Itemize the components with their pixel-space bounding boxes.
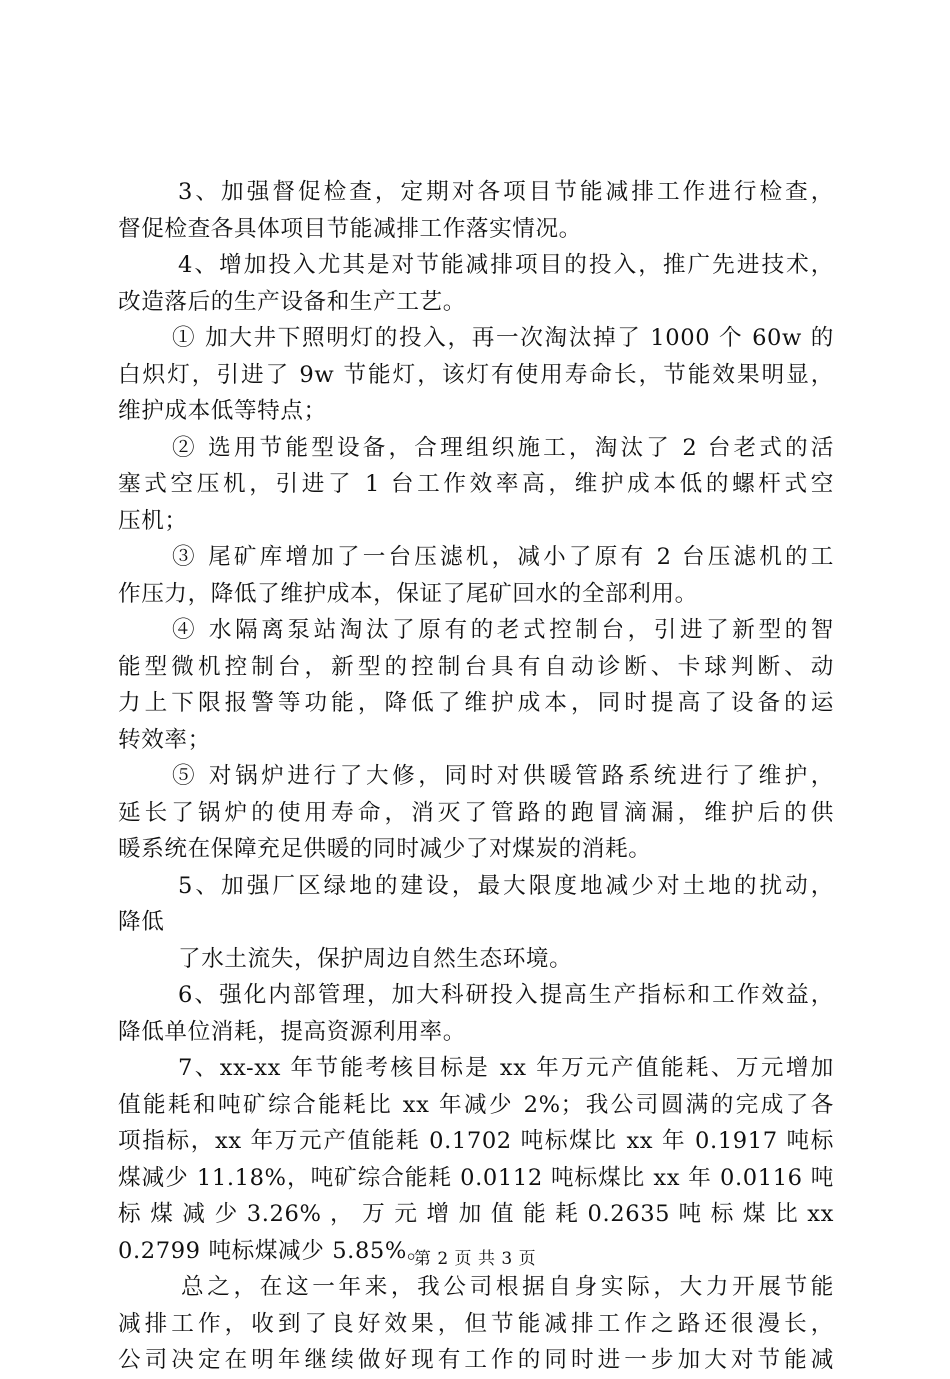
- text-line: 降低单位消耗，提高资源利用率。: [118, 1018, 466, 1045]
- text-line: 作压力，降低了维护成本，保证了尾矿回水的全部利用。: [118, 580, 698, 607]
- text-line: 7、xx-xx 年节能考核目标是 xx 年万元产值能耗、万元增加: [178, 1055, 834, 1081]
- document-body: [118, 174, 834, 1379]
- text-line: 4、增加投入尤其是对节能减排项目的投入，推广先进技术，: [178, 252, 834, 278]
- text-line: 降低: [118, 909, 165, 935]
- text-line: 压机；: [118, 507, 188, 534]
- text-line: ⑤ 对锅炉进行了大修，同时对供暖管路系统进行了维护，: [172, 763, 834, 789]
- text-line: 了水土流失，保护周边自然生态环境。: [178, 945, 573, 972]
- text-line: 暖系统在保障充足供暖的同时减少了对煤炭的消耗。: [118, 836, 652, 862]
- text-line: 力上下限报警等功能，降低了维护成本，同时提高了设备的运: [118, 690, 834, 716]
- text-line: 项指标，xx 年万元产值能耗 0.1702 吨标煤比 xx 年 0.1917 吨标: [118, 1128, 834, 1154]
- text-line: 塞式空压机，引进了 1 台工作效率高，维护成本低的螺杆式空: [118, 471, 834, 497]
- text-line: 6、强化内部管理，加大科研投入提高生产指标和工作效益，: [178, 982, 834, 1008]
- text-line: ② 选用节能型设备，合理组织施工，淘汰了 2 台老式的活: [172, 434, 834, 461]
- text-line: 维护成本低等特点；: [118, 398, 327, 424]
- page-footer: 第 2 页 共 3 页: [413, 1249, 537, 1269]
- text-line: 公司决定在明年继续做好现有工作的同时进一步加大对节能减: [118, 1347, 834, 1373]
- text-line: ① 加大井下照明灯的投入，再一次淘汰掉了 1000 个 60w 的: [172, 325, 834, 351]
- text-line: 3、加强督促检查，定期对各项目节能减排工作进行检查，: [178, 179, 834, 205]
- text-line: 煤减少 11.18%，吨矿综合能耗 0.0112 吨标煤比 xx 年 0.0116 吨: [118, 1164, 834, 1191]
- text-line: 转效率；: [118, 726, 211, 753]
- text-line: 值能耗和吨矿综合能耗比 xx 年减少 2%；我公司圆满的完成了各: [118, 1091, 834, 1118]
- text-line: 督促检查各具体项目节能减排工作落实情况。: [118, 215, 582, 242]
- text-line: 能型微机控制台，新型的控制台具有自动诊断、卡球判断、动: [118, 653, 834, 680]
- text-line: 延长了锅炉的使用寿命，消灭了管路的跑冒滴漏，维护后的供: [118, 799, 834, 826]
- text-line: 减排工作，收到了良好效果，但节能减排工作之路还很漫长，: [118, 1310, 834, 1337]
- text-line: ④ 水隔离泵站淘汰了原有的老式控制台，引进了新型的智: [172, 617, 834, 643]
- text-line: ③ 尾矿库增加了一台压滤机，减小了原有 2 台压滤机的工: [172, 544, 834, 570]
- text-line: 5、加强厂区绿地的建设，最大限度地减少对土地的扰动，: [178, 872, 834, 899]
- text-line: 改造落后的生产设备和生产工艺。: [118, 288, 466, 315]
- text-line: 总之，在这一年来，我公司根据自身实际，大力开展节能: [181, 1274, 834, 1300]
- text-line: 标 煤 减 少 3.26% ， 万 元 增 加 值 能 耗 0.2635 吨 标 煤 比 xx: [118, 1201, 834, 1227]
- text-line: 0.2799 吨标煤减少 5.85%。: [118, 1237, 431, 1264]
- text-line: 白炽灯，引进了 9w 节能灯，该灯有使用寿命长，节能效果明显，: [118, 361, 834, 388]
